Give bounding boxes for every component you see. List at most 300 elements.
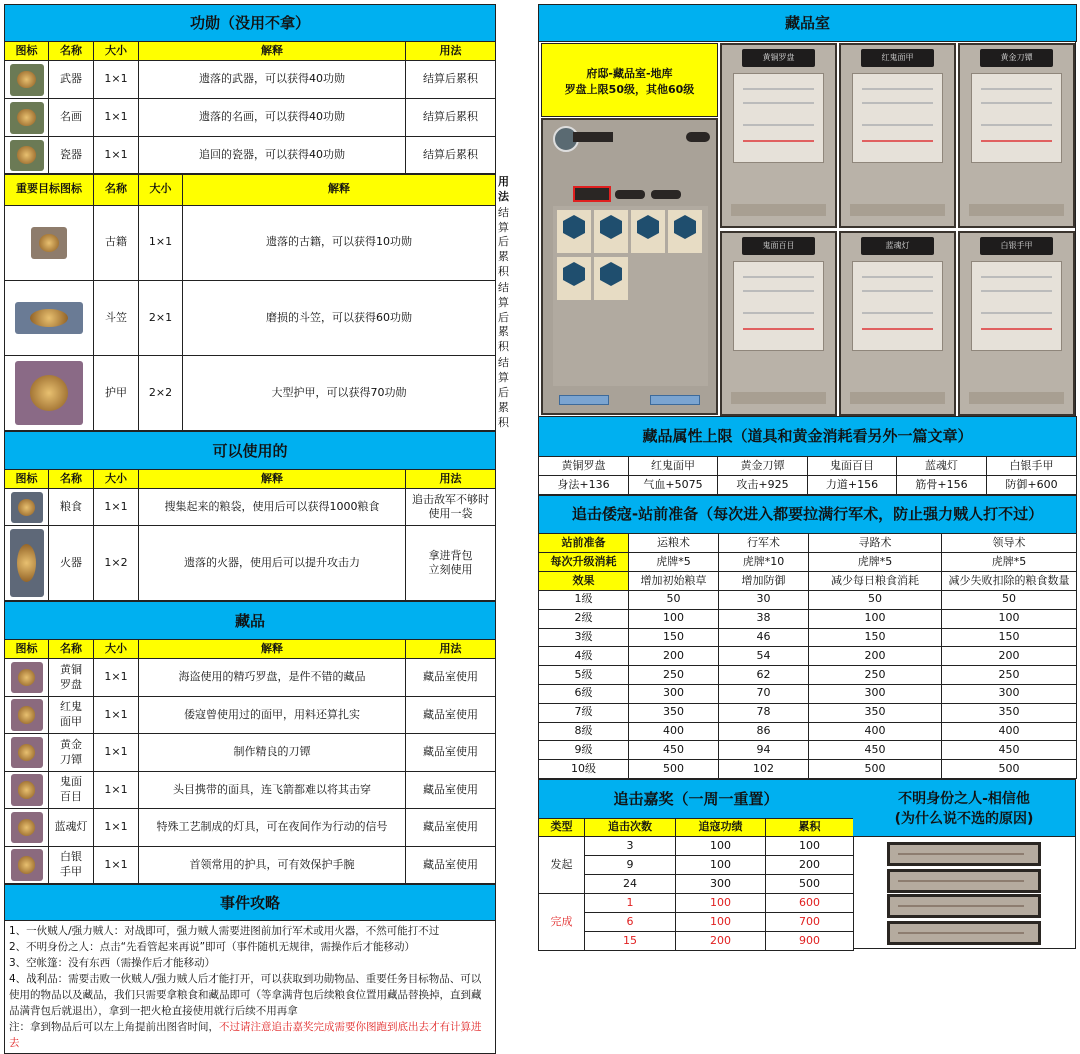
table-row: [539, 534, 1077, 553]
column-header: 解释: [139, 470, 406, 489]
cell: 9级: [539, 741, 629, 760]
cancel-button[interactable]: [850, 204, 945, 216]
cell-desc: 制作精良的刀镡: [139, 734, 406, 772]
collection-slot[interactable]: [557, 210, 591, 253]
cell: 100: [676, 912, 766, 931]
card-details: [852, 73, 942, 163]
column-header: 图标: [5, 640, 49, 659]
text-line: [981, 276, 1052, 278]
note-warning: 不过请注意追击嘉奖完成需要你图跑到底出去才有计算进去: [9, 1021, 482, 1050]
cell-name: 蓝魂灯: [49, 809, 94, 847]
text-line: [981, 312, 1052, 314]
cell-type: 发起: [539, 836, 585, 893]
left-column: [4, 4, 509, 1054]
cell-size: 1×1: [139, 205, 183, 280]
table-row: [539, 722, 1077, 741]
cell-desc: 海盗使用的精巧罗盘，是件不错的藏品: [139, 659, 406, 697]
cell: 250: [809, 666, 942, 685]
collection-card: [839, 43, 956, 228]
text-line: [743, 312, 814, 314]
cell-name: 火器: [49, 526, 94, 601]
cell-use: 结算后累积: [406, 61, 496, 99]
cell-size: 1×1: [94, 846, 139, 884]
cell: 1级: [539, 591, 629, 610]
cell: 5级: [539, 666, 629, 685]
cell: 10级: [539, 760, 629, 779]
table-row: [539, 647, 1077, 666]
table-row: 护甲 2×2 大型护甲，可以获得70功勋 结算后累积: [5, 356, 496, 431]
cell-desc: 遗落的火器，使用后可以提升攻击力: [139, 526, 406, 601]
cell: 100: [676, 855, 766, 874]
table-row: [5, 659, 496, 697]
text-line: [743, 102, 814, 104]
cell: 3: [585, 836, 676, 855]
cell: 虎牌*10: [719, 553, 809, 572]
cell: 54: [719, 647, 809, 666]
cell: 400: [629, 722, 719, 741]
cell-use: 藏品室使用: [406, 846, 496, 884]
cell: 虎牌*5: [942, 553, 1077, 572]
cell: 250: [942, 666, 1077, 685]
cell: 4级: [539, 647, 629, 666]
cell: 300: [809, 684, 942, 703]
cancel-button[interactable]: [850, 392, 945, 404]
cell: 100: [942, 609, 1077, 628]
text-line: [862, 124, 933, 126]
tab-basement[interactable]: [575, 188, 609, 200]
cell: 1: [585, 893, 676, 912]
cell: 350: [629, 703, 719, 722]
section-title: 藏品室: [539, 5, 1077, 42]
cell: 100: [766, 836, 854, 855]
cell-size: 1×2: [94, 526, 139, 601]
cancel-button[interactable]: [969, 204, 1064, 216]
cell-size: 1×1: [94, 771, 139, 809]
cell: 100: [809, 609, 942, 628]
collection-slot[interactable]: [668, 210, 702, 253]
cancel-button[interactable]: [731, 392, 826, 404]
table-row: [539, 874, 854, 893]
red-mask-icon: [11, 699, 43, 731]
collection-card: [720, 231, 837, 416]
cell-size: 2×1: [139, 280, 183, 355]
cell: 400: [809, 722, 942, 741]
upgrade-button[interactable]: [650, 395, 700, 405]
cell: 虎牌*5: [809, 553, 942, 572]
cell: 3级: [539, 628, 629, 647]
tab-floor-1[interactable]: [615, 190, 645, 199]
card-details: [971, 261, 1061, 351]
cell: 500: [629, 760, 719, 779]
table-row: [539, 628, 1077, 647]
text-line: [981, 124, 1052, 126]
cell-desc: 头目携带的面具，连飞箭都难以将其击穿: [139, 771, 406, 809]
cell-desc: 倭寇曾使用过的面甲，用料还算扎实: [139, 696, 406, 734]
cell-desc: 遗落的名画，可以获得40功勋: [139, 99, 406, 137]
cell-desc: 大型护甲，可以获得70功勋: [183, 356, 496, 431]
cell-use: 藏品室使用: [406, 696, 496, 734]
table-row: [539, 591, 1077, 610]
cell: 100: [629, 609, 719, 628]
column-header: 大小: [94, 42, 139, 61]
cell: 200: [676, 931, 766, 950]
cell: 94: [719, 741, 809, 760]
cell: 力道+156: [808, 476, 897, 495]
text-line: [743, 88, 814, 90]
cell: 增加防御: [719, 572, 809, 591]
room-note: [541, 43, 718, 117]
text-line: [862, 276, 933, 278]
section-title: 藏品属性上限（道具和黄金消耗看另外一篇文章）: [539, 417, 1077, 457]
cell: 2级: [539, 609, 629, 628]
cell-desc: 特殊工艺制成的灯具，可在夜间作为行动的信号: [139, 809, 406, 847]
cell: 减少失败扣除的粮食数量: [942, 572, 1077, 591]
cell: 7级: [539, 703, 629, 722]
text-line: [981, 328, 1052, 330]
collection-card: [839, 231, 956, 416]
reward-table: [538, 779, 854, 951]
collection-grid: [553, 206, 708, 386]
collection-item-icon: [563, 215, 585, 239]
card-details: [733, 261, 823, 351]
title-line: 不明身份之人-相信他: [898, 790, 1030, 807]
cell: 86: [719, 722, 809, 741]
collection-slot[interactable]: [594, 210, 628, 253]
cell-size: 1×1: [94, 809, 139, 847]
panel-header: [573, 132, 613, 142]
sword-guard-icon: [11, 737, 43, 769]
cell: 900: [766, 931, 854, 950]
cell-use: 藏品室使用: [406, 659, 496, 697]
column-header: 用法: [406, 42, 496, 61]
cancel-button[interactable]: [731, 204, 826, 216]
text-line: [743, 140, 814, 142]
column-header: 重要目标图标: [5, 175, 94, 206]
cell: 62: [719, 666, 809, 685]
table-row: [539, 457, 1077, 476]
cell: 蓝魂灯: [897, 457, 987, 476]
cell-size: 1×1: [94, 734, 139, 772]
cell: 200: [942, 647, 1077, 666]
stranger-section: [853, 779, 1076, 949]
straw-hat-icon: [15, 302, 83, 334]
cell: 500: [809, 760, 942, 779]
cell-desc: 遗落的古籍，可以获得10功勋: [183, 205, 496, 280]
preparation-table: [538, 495, 1077, 779]
cell-size: 1×1: [94, 659, 139, 697]
text-line: [981, 88, 1052, 90]
collection-card: [958, 231, 1075, 416]
cell: 100: [676, 893, 766, 912]
collection-card: [958, 43, 1075, 228]
collection-item-icon: [563, 262, 585, 286]
text-line: [743, 328, 814, 330]
column-header: 类型: [539, 818, 585, 836]
cell-desc: 搜集起来的粮袋，使用后可以获得1000粮食: [139, 489, 406, 526]
cell: 9: [585, 855, 676, 874]
title-line: (为什么说不选的原因): [894, 810, 1034, 827]
firearm-icon: [10, 529, 44, 597]
text-line: [898, 880, 1024, 882]
grain-bag-icon: [11, 492, 43, 523]
text-line: [981, 290, 1052, 292]
cell: 450: [942, 741, 1077, 760]
text-line: [898, 932, 1024, 934]
cell: 鬼面百目: [808, 457, 897, 476]
cell-use: 追击敌军不够时 使用一袋: [406, 489, 496, 526]
cell: 38: [719, 609, 809, 628]
cell: 领导术: [942, 534, 1077, 553]
close-button[interactable]: [686, 132, 710, 142]
cell: 200: [766, 855, 854, 874]
column-header: 解释: [139, 42, 406, 61]
room-note-line: 罗盘上限50级，其他60级: [564, 83, 695, 96]
table-row: [5, 61, 496, 99]
card-title: 鬼面百目: [742, 237, 814, 255]
cell: 350: [809, 703, 942, 722]
event-line: 3、空帐篷：没有东西（需操作后才能移动）: [9, 957, 216, 970]
section-title: [853, 780, 1075, 837]
events-table: [4, 884, 496, 1054]
usable-table: [4, 431, 496, 601]
section-title: 事件攻略: [5, 885, 496, 921]
table-row: [539, 760, 1077, 779]
cell: 78: [719, 703, 809, 722]
cell: 46: [719, 628, 809, 647]
card-details: [971, 73, 1061, 163]
cell-use: 藏品室使用: [406, 734, 496, 772]
table-row: 斗笠 2×1 磨损的斗笠，可以获得60功勋 结算后累积: [5, 280, 496, 355]
cell: 70: [719, 684, 809, 703]
cell: 增加初始粮草: [629, 572, 719, 591]
text-line: [981, 102, 1052, 104]
table-row: [5, 526, 496, 601]
column-header: 图标: [5, 42, 49, 61]
card-details: [852, 261, 942, 351]
text-line: [743, 276, 814, 278]
cell: 500: [766, 874, 854, 893]
table-row: [539, 703, 1077, 722]
attributes-button[interactable]: [559, 395, 609, 405]
collection-room-screenshots: [538, 42, 1076, 416]
cell: 6级: [539, 684, 629, 703]
cell-name: 红鬼 面甲: [49, 696, 94, 734]
cancel-button[interactable]: [969, 392, 1064, 404]
game-collection-panel: [541, 118, 718, 415]
column-header: 图标: [5, 470, 49, 489]
table-row: [539, 609, 1077, 628]
table-row: [5, 771, 496, 809]
cell: 200: [629, 647, 719, 666]
collection-card: [720, 43, 837, 228]
table-row: [539, 684, 1077, 703]
text-line: [743, 290, 814, 292]
text-line: [862, 328, 933, 330]
cell-desc: 追回的瓷器，可以获得40功勋: [139, 137, 406, 174]
cell-size: 1×1: [94, 696, 139, 734]
column-header: 解释: [139, 640, 406, 659]
cell: 102: [719, 760, 809, 779]
table-row: [539, 553, 1077, 572]
table-row: [5, 137, 496, 174]
text-line: [743, 124, 814, 126]
cell-desc: 首领常用的护具，可有效保护手腕: [139, 846, 406, 884]
table-row: [539, 476, 1077, 495]
bottom-section: [538, 779, 1076, 949]
collection-item-icon: [600, 215, 622, 239]
cell: 150: [942, 628, 1077, 647]
section-title: 功勋（没用不拿）: [5, 5, 496, 42]
column-header: 名称: [49, 470, 94, 489]
event-dialog-screenshot: [887, 869, 1041, 893]
collection-item-icon: [674, 215, 696, 239]
painting-icon: [10, 102, 44, 134]
collection-slot[interactable]: [594, 257, 628, 300]
column-header: 大小: [139, 175, 183, 206]
collection-item-icon: [637, 215, 659, 239]
table-row: [539, 931, 854, 950]
collection-table: [4, 601, 496, 884]
column-header: 大小: [94, 640, 139, 659]
cell-name: 黄铜 罗盘: [49, 659, 94, 697]
cell: 50: [809, 591, 942, 610]
table-row: [539, 572, 1077, 591]
card-details: [733, 73, 823, 163]
cell: 红鬼面甲: [629, 457, 718, 476]
cell: 150: [629, 628, 719, 647]
card-title: 黄金刀镡: [980, 49, 1052, 67]
cell: 6: [585, 912, 676, 931]
table-row: [5, 696, 496, 734]
cell: 450: [809, 741, 942, 760]
text-line: [862, 290, 933, 292]
table-row: [539, 855, 854, 874]
cell: 300: [942, 684, 1077, 703]
cell: 黄铜罗盘: [539, 457, 629, 476]
table-row: [539, 893, 854, 912]
cell: 400: [942, 722, 1077, 741]
column-header: 累积: [766, 818, 854, 836]
cell: 防御+600: [987, 476, 1077, 495]
attribute-cap-table: [538, 416, 1077, 495]
cell: 寻路术: [809, 534, 942, 553]
cell: 30: [719, 591, 809, 610]
cell-desc: 遗落的武器，可以获得40功勋: [139, 61, 406, 99]
cell: 虎牌*5: [629, 553, 719, 572]
cell: 运粮术: [629, 534, 719, 553]
note-text: 注：拿到物品后可以左上角提前出图省时间，: [9, 1021, 219, 1034]
cell-name: 古籍: [94, 205, 139, 280]
porcelain-icon: [10, 140, 44, 171]
table-row: [539, 912, 854, 931]
cell: 白银手甲: [987, 457, 1077, 476]
text-line: [862, 140, 933, 142]
column-header: 用法: [406, 640, 496, 659]
section-title: 追击倭寇-站前准备（每次进入都要拉满行军术，防止强力贼人打不过）: [539, 496, 1077, 534]
cell: 100: [676, 836, 766, 855]
lantern-icon: [11, 812, 43, 844]
event-dialog-screenshot: [887, 842, 1041, 866]
cell: 黄金刀镡: [718, 457, 808, 476]
collection-item-icon: [600, 262, 622, 286]
cell: 700: [766, 912, 854, 931]
event-dialog-screenshot: [887, 921, 1041, 945]
cell-name: 斗笠: [94, 280, 139, 355]
cell: 8级: [539, 722, 629, 741]
cell: 筋骨+156: [897, 476, 987, 495]
column-header: 大小: [94, 470, 139, 489]
cell: 24: [585, 874, 676, 893]
table-row: [539, 836, 854, 855]
column-header: 用法: [406, 470, 496, 489]
cell: 150: [809, 628, 942, 647]
tab-floor-2[interactable]: [651, 190, 681, 199]
reward-section: [538, 779, 853, 951]
event-line: 4、战利品：需要击败一伙贼人/强力贼人后才能打开，可以获取到功勋物品、重要任务目标物品、可以使用的物品以及藏品，我们只需要拿粮食和藏品即可（等拿满背包后续粮食位置用藏品替换掉，直到藏品满背包后就退出），拿到一把火枪直接使用就行后续不用再拿: [9, 973, 482, 1018]
text-line: [862, 102, 933, 104]
section-title: 可以使用的: [5, 432, 496, 470]
column-header: 名称: [49, 42, 94, 61]
cell-type: 完成: [539, 893, 585, 950]
compass-icon: [11, 662, 43, 694]
collection-slot[interactable]: [557, 257, 591, 300]
cell: 50: [629, 591, 719, 610]
right-column: [538, 4, 1076, 949]
event-line: 1、一伙贼人/强力贼人：对战即可，强力贼人需要进图前加行军术或用火器，不然可能打不过: [9, 925, 440, 938]
cell: 450: [629, 741, 719, 760]
cell: 气血+5075: [629, 476, 718, 495]
table-row: [5, 99, 496, 137]
armor-icon: [15, 361, 83, 425]
room-note-line: 府邸-藏品室-地库: [586, 67, 673, 80]
cell: 250: [629, 666, 719, 685]
event-dialog-screenshot: [887, 894, 1041, 918]
card-title: 红鬼面甲: [861, 49, 933, 67]
cell-name: 武器: [49, 61, 94, 99]
section-title: 追击嘉奖（一周一重置）: [539, 779, 854, 818]
card-title: 蓝魂灯: [861, 237, 933, 255]
collection-slot[interactable]: [631, 210, 665, 253]
cell-desc: 磨损的斗笠，可以获得60功勋: [183, 280, 496, 355]
cell: 300: [676, 874, 766, 893]
cell: 攻击+925: [718, 476, 808, 495]
cell: 500: [942, 760, 1077, 779]
table-row: [539, 666, 1077, 685]
text-line: [898, 905, 1024, 907]
column-header: 名称: [94, 175, 139, 206]
section-title: 藏品: [5, 602, 496, 640]
cell: 减少每日粮食消耗: [809, 572, 942, 591]
cell-size: 1×1: [94, 61, 139, 99]
cell: 身法+136: [539, 476, 629, 495]
event-note: [9, 1019, 491, 1051]
table-row: 古籍 1×1 遗落的古籍，可以获得10功勋 结算后累积: [5, 205, 496, 280]
text-line: [862, 312, 933, 314]
cell-name: 白银 手甲: [49, 846, 94, 884]
cell-name: 粮食: [49, 489, 94, 526]
text-line: [981, 140, 1052, 142]
cell-use: 藏品室使用: [406, 771, 496, 809]
cell-use: 藏品室使用: [406, 809, 496, 847]
cell-name: 黄金 刀镡: [49, 734, 94, 772]
cell-name: 护甲: [94, 356, 139, 431]
gauntlet-icon: [11, 849, 43, 881]
cell: 600: [766, 893, 854, 912]
cell-name: 鬼面 百目: [49, 771, 94, 809]
text-line: [898, 853, 1024, 855]
cell: 50: [942, 591, 1077, 610]
collection-room-title: [538, 4, 1077, 42]
